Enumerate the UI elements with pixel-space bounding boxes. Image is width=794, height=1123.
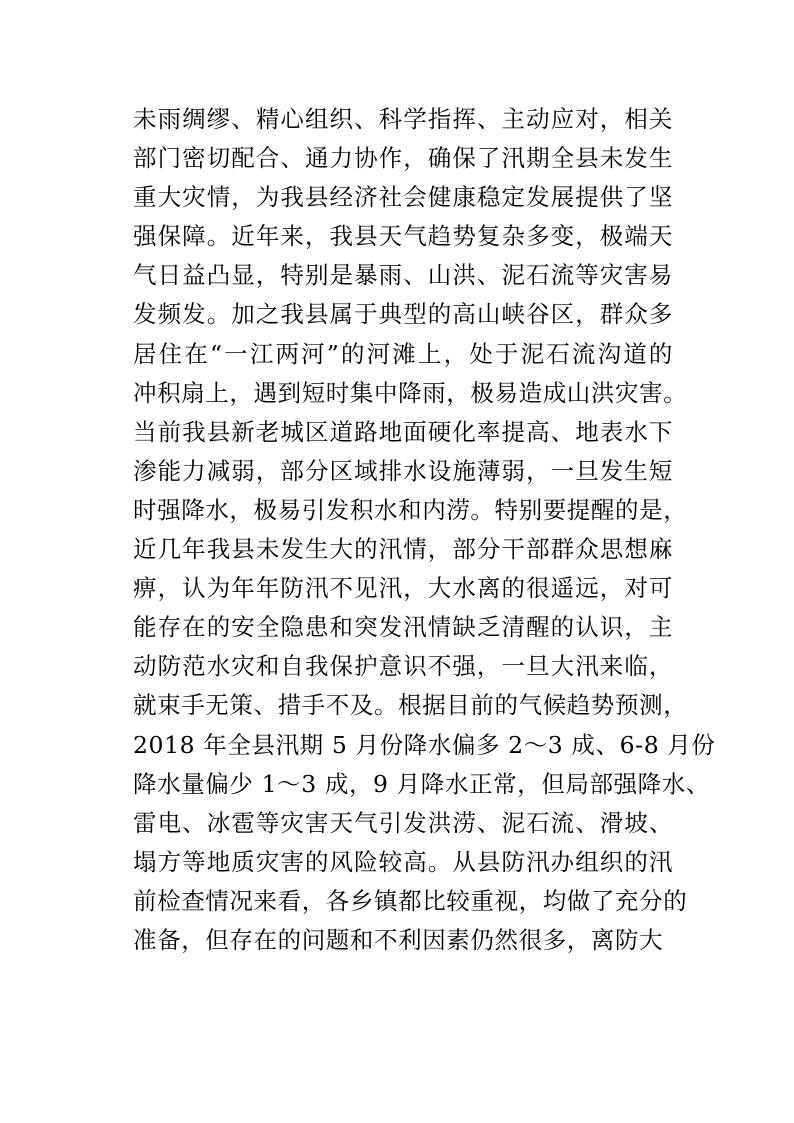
text-line: 重大灾情，为我县经济社会健康稳定发展提供了坚 <box>133 183 673 212</box>
text-line: 冲积扇上，遇到短时集中降雨，极易造成山洪灾害。 <box>133 378 688 407</box>
text-line: 2018 年全县汛期 5 月份降水偏多 2～3 成、6-8 月份 <box>133 730 716 759</box>
text-line: 就束手无策、措手不及。根据目前的气候趋势预测， <box>133 691 688 720</box>
text-line: 雷电、冰雹等灾害天气引发洪涝、泥石流、滑坡、 <box>133 808 673 837</box>
text-line: 准备，但存在的问题和不利因素仍然很多，离防大 <box>133 925 664 954</box>
text-line: 动防范水灾和自我保护意识不强，一旦大汛来临， <box>133 652 673 681</box>
text-line: 前检查情况来看，各乡镇都比较重视，均做了充分的 <box>133 886 688 915</box>
body-paragraph <box>133 100 716 960</box>
text-line: 居住在“一江两河”的河滩上，处于泥石流沟道的 <box>133 339 673 368</box>
text-line: 近几年我县未发生大的汛情，部分干部群众思想麻 <box>133 535 673 564</box>
text-line: 能存在的安全隐患和突发汛情缺乏清醒的认识，主 <box>133 613 673 642</box>
text-line: 部门密切配合、通力协作，确保了汛期全县未发生 <box>133 144 673 173</box>
text-line: 当前我县新老城区道路地面硬化率提高、地表水下 <box>133 417 673 446</box>
text-line: 发频发。加之我县属于典型的高山峡谷区，群众多 <box>133 300 673 329</box>
text-line: 塌方等地质灾害的风险较高。从县防汛办组织的汛 <box>133 847 673 876</box>
text-line: 时强降水，极易引发积水和内涝。特别要提醒的是， <box>133 495 688 524</box>
text-line: 痹，认为年年防汛不见汛，大水离的很遥远，对可 <box>133 574 673 603</box>
text-line: 气日益凸显，特别是暴雨、山洪、泥石流等灾害易 <box>133 261 673 290</box>
text-line: 强保障。近年来，我县天气趋势复杂多变，极端天 <box>133 222 673 251</box>
text-line: 渗能力减弱，部分区域排水设施薄弱，一旦发生短 <box>133 456 673 485</box>
text-line: 未雨绸缪、精心组织、科学指挥、主动应对，相关 <box>133 105 673 133</box>
text-line: 降水量偏少 1～3 成，9 月降水正常，但局部强降水、 <box>133 769 710 798</box>
